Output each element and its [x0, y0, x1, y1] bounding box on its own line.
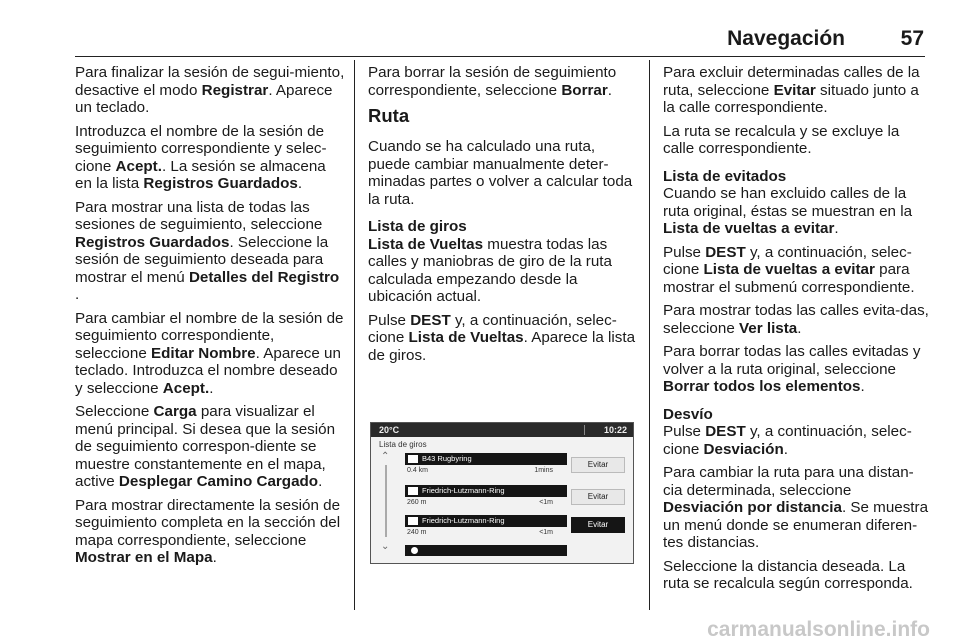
text: Para borrar la sesión de seguimiento correspondiente, seleccione: [368, 64, 617, 99]
header-divider: [75, 56, 925, 57]
turn-row[interactable]: [405, 485, 567, 497]
paragraph: La ruta se recalcula y se excluye la calle correspondiente.: [663, 122, 900, 157]
text: .: [860, 378, 865, 395]
turn-icon: [408, 455, 418, 463]
text: Cuando se han excluido calles de la ruta original, éstas se muestran en la: [663, 185, 913, 220]
page-header: [0, 0, 960, 56]
menu-term: Detalles del Registro: [188, 268, 340, 286]
menu-term: Acept.: [162, 379, 210, 397]
text: .: [783, 440, 788, 458]
text: y, a continuación, selec-cione: [663, 243, 912, 278]
subheading-lista-de-giros: Lista de giros: [368, 218, 467, 235]
text: Para excluir determinadas calles de la ruta, seleccione: [663, 64, 920, 99]
clock-readout: 10:22: [603, 425, 627, 435]
text: Para mostrar directamente la sesión de seguimiento completa en la sección del mapa correspondiente, seleccione: [75, 496, 341, 549]
text: situado junto a la calle correspondiente.: [663, 81, 919, 116]
paragraph: [368, 312, 636, 365]
text: Para cambiar la ruta para una distan-cia determinada, seleccione: [663, 464, 914, 499]
menu-term: Ver lista: [738, 319, 798, 337]
turn-list-screenshot: [370, 422, 634, 564]
distance: 0.4 km: [407, 467, 429, 474]
menu-term: Desviación: [703, 440, 784, 458]
text: .: [797, 319, 802, 337]
menu-term: Desviación por distancia: [663, 499, 842, 516]
menu-term: Lista de vueltas a evitar: [663, 220, 835, 237]
menu-term: Desplegar Camino Cargado: [118, 473, 319, 490]
paragraph: [663, 423, 931, 458]
paragraph: [368, 64, 636, 99]
street-name: B43 Rugbyring: [422, 454, 472, 463]
paragraph: [663, 464, 931, 552]
turn-icon: [408, 487, 418, 495]
paragraph: [663, 302, 931, 337]
text: .: [834, 220, 839, 237]
flag-icon: [411, 547, 418, 554]
text: Introduzca el nombre de la sesión de seguimiento correspondiente y selec-cione: [75, 122, 327, 175]
paragraph: [663, 64, 931, 117]
distance: 240 m: [407, 529, 427, 536]
paragraph: Cuando se ha calculado una ruta, puede cambiar manualmente deter-minadas partes o volver a calcular toda la ruta.: [368, 138, 633, 208]
section-heading-ruta: Ruta: [368, 105, 410, 126]
menu-term: Lista de Vueltas: [408, 329, 524, 346]
paragraph: [368, 236, 636, 306]
scroll-down-icon[interactable]: ⌄: [381, 541, 390, 552]
duration: <1m: [539, 499, 553, 506]
text: .: [607, 81, 613, 99]
text: . Se muestra un menú donde se enumeran diferen-tes distancias.: [663, 499, 929, 551]
text: . Aparece un teclado. Introduzca el nombre deseado y seleccione: [75, 344, 341, 397]
text: . Seleccione la sesión de seguimiento deseada para mostrar el menú: [75, 233, 329, 286]
text: . Aparece la lista de giros.: [368, 329, 636, 364]
text: para mostrar el submenú correspondiente.: [663, 261, 915, 296]
text: Seleccione: [75, 403, 154, 420]
menu-term: DEST: [705, 243, 746, 261]
text: .: [318, 473, 323, 490]
column-2: [368, 64, 636, 370]
text: . Aparece un teclado.: [75, 81, 333, 116]
turn-row[interactable]: [405, 453, 567, 465]
menu-term: Mostrar en el Mapa: [75, 549, 213, 566]
menu-term: Borrar: [561, 81, 608, 99]
avoid-button-selected[interactable]: Evitar: [571, 517, 625, 533]
subheading-lista-de-evitados: Lista de evitados: [663, 167, 787, 185]
column-divider-1: [354, 60, 355, 610]
menu-term: Carga: [153, 403, 197, 420]
turn-icon: [408, 517, 418, 525]
status-separator: [584, 425, 585, 435]
paragraph: [663, 244, 931, 297]
turn-row[interactable]: [405, 515, 567, 527]
menu-term: Evitar: [773, 81, 816, 99]
menu-term: DEST: [705, 423, 746, 440]
paragraph: Seleccione la distancia deseada. La ruta se recalcula según corresponda.: [663, 557, 913, 592]
menu-term: DEST: [410, 311, 451, 329]
duration: <1m: [539, 529, 553, 536]
page-number: 57: [900, 27, 924, 50]
menu-term: Registrar: [201, 81, 269, 99]
turn-row-details: [407, 529, 557, 536]
turn-row-details: [407, 499, 557, 506]
text: Para mostrar una lista de todas las sesiones de seguimiento, seleccione: [75, 198, 323, 233]
distance: 260 m: [407, 499, 427, 506]
paragraph: [75, 403, 345, 491]
scroll-up-icon[interactable]: ⌃: [381, 451, 390, 462]
scrollbar-track[interactable]: [385, 465, 387, 537]
text: y, a continuación, selec-cione: [368, 311, 617, 346]
page-title: Navegación: [727, 27, 845, 50]
screen-body: [371, 437, 633, 563]
text: Pulse: [663, 423, 706, 440]
text: y, a continuación, selec-cione: [663, 423, 912, 458]
watermark: carmanualsonline.info: [707, 618, 930, 641]
menu-term: Registros Guardados: [75, 233, 230, 251]
text: Pulse: [368, 311, 411, 329]
list-title: Lista de giros: [379, 440, 427, 449]
column-3: [663, 64, 931, 599]
menu-term: Lista de Vueltas: [368, 235, 484, 253]
column-1: [75, 64, 345, 573]
turn-row-details: [407, 467, 557, 474]
text: Para mostrar todas las calles evita-das, seleccione: [663, 302, 929, 337]
paragraph: [75, 123, 345, 193]
subheading-desvio: Desvío: [663, 405, 713, 423]
menu-term: Acept.: [115, 157, 162, 175]
menu-term: Registros Guardados: [143, 175, 298, 192]
text: .: [297, 175, 303, 192]
avoid-button[interactable]: Evitar: [571, 457, 625, 473]
paragraph: [75, 64, 345, 117]
destination-row[interactable]: [405, 545, 567, 556]
menu-term: Borrar todos los elementos: [663, 378, 861, 395]
text: Pulse: [663, 243, 706, 261]
text: .: [212, 549, 217, 566]
text: . La sesión se almacena en la lista: [75, 157, 326, 192]
paragraph: [75, 199, 345, 304]
paragraph: [75, 497, 345, 567]
text: Para borrar todas las calles evitadas y volver a la ruta original, seleccione: [663, 343, 921, 378]
text: para visualizar el menú principal. Si desea que la sesión de seguimiento correspon-diente se muestre constantemente en el mapa, active: [75, 403, 336, 490]
street-name: Friedrich-Lutzmann-Ring: [422, 516, 505, 525]
temperature-readout: 20°C: [379, 425, 400, 435]
text: .: [75, 286, 80, 303]
text: Para cambiar el nombre de la sesión de seguimiento correspondiente, seleccione: [75, 309, 344, 362]
status-bar: [371, 423, 633, 437]
menu-term: Lista de vueltas a evitar: [703, 261, 875, 278]
duration: 1mins: [534, 467, 553, 474]
text: Para finalizar la sesión de segui-miento, desactive el modo: [75, 64, 345, 99]
column-divider-2: [649, 60, 650, 610]
street-name: Friedrich-Lutzmann-Ring: [422, 486, 505, 495]
text: muestra todas las calles y maniobras de giro de la ruta calculada empezando desde la ubicación actual.: [368, 235, 612, 305]
text: .: [209, 379, 214, 397]
paragraph: [663, 343, 931, 396]
paragraph: [663, 185, 931, 238]
paragraph: [75, 310, 345, 398]
menu-term: Editar Nombre: [150, 344, 256, 362]
avoid-button[interactable]: Evitar: [571, 489, 625, 505]
